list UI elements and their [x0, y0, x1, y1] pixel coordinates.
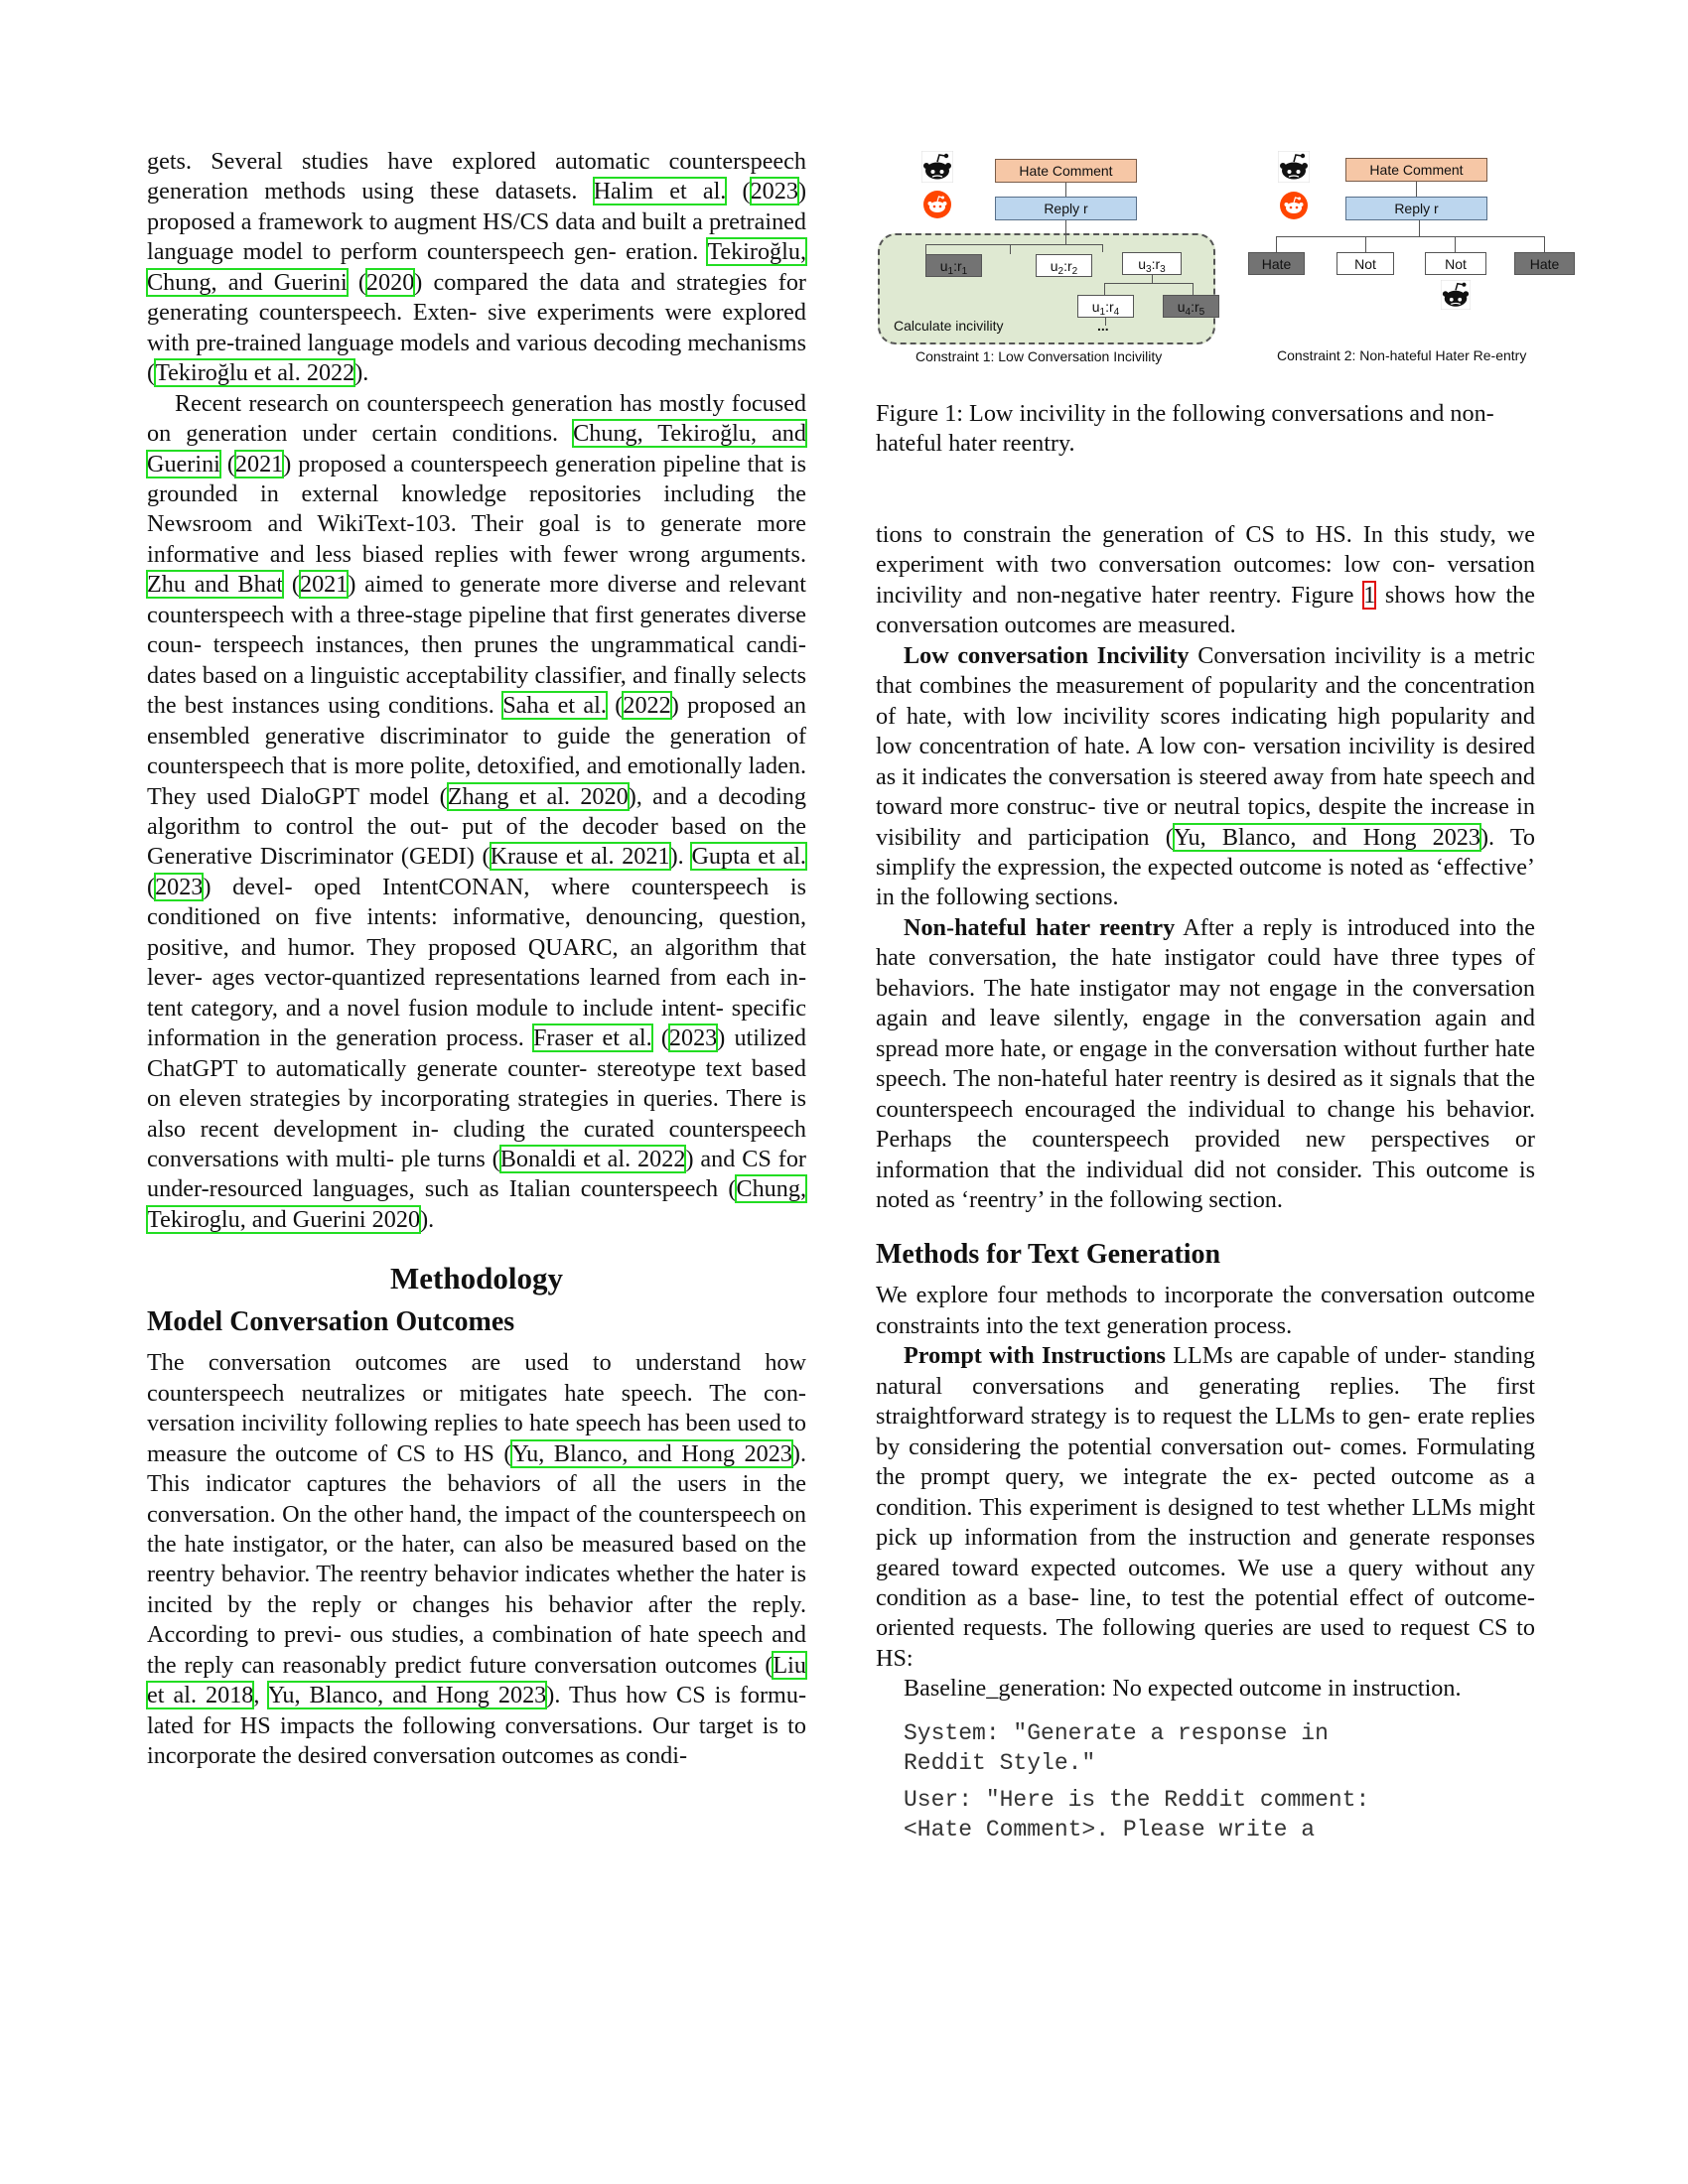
citation-year-link[interactable]: 2023 [750, 178, 798, 205]
citation-year-link[interactable]: 2021 [299, 571, 349, 599]
figure-reference-link[interactable]: 1 [1363, 581, 1376, 609]
citation-link[interactable]: Gupta et al. [691, 843, 806, 871]
code-system-line-1: System: "Generate a response in [904, 1719, 1329, 1746]
citation-link[interactable]: Chung, Tekiroglu, and Guerini 2020 [147, 1175, 806, 1233]
code-user-line-2: <Hate Comment>. Please write a [904, 1817, 1316, 1843]
related-work-paragraph-2: Recent research on counterspeech generation has mostly focused on generation under certain conditions. Chung, Tekiroğlu, and Guerini (2021) proposed a counterspeech generation pipeline that is grounded in external knowledge repositories including the Newsroom and WikiText-103. Their goal is to generate more informative and less biased replies with fewer wrong arguments. Zhu and Bhat (2021) aimed to generate more diverse and relevant counterspeech with a three-stage pipeline that first generates diverse coun- terspeech instances, then prunes the ungrammatical candi- dates based on a linguistic acceptability classifier, and finally selects the best instances using conditions. Saha et al. (2022) proposed an ensembled generative discriminator to guide the generation of counterspeech that is more polite, detoxified, and emotionally laden. They used DialoGPT model (Zhang et al. 2020), and a decoding algorithm to control the out- put of the decoder based on the Generative Discriminator (GEDI) (Krause et al. 2021). Gupta et al. (2023) devel- oped IntentCONAN, where counterspeech is conditioned on five intents: informative, denouncing, question, positive, and humor. They proposed QUARC, an algorithm that lever- ages vector-quantized representations learned from each in- tent category, and a novel fusion module to include intent- specific information in the generation process. Fraser et al. (2023) utilized ChatGPT to automatically generate counter- stereotype text based on eleven strategies by incorporating strategies in queries. There is also recent development in- cluding the curated counterspeech conversations with multi- ple turns (Bonaldi et al. 2022) and CS for under-resourced languages, such as Italian counterspeech (Chung, Tekiroglu, and Guerini 2020). [147, 389, 807, 1233]
prompt-instructions-paragraph: Prompt with Instructions LLMs are capable of under- standing natural conversations and generating replies. The first straightforward strategy is to request the LLMs to gen- erate replies by considering the potential conversation out- comes. Formulating the prompt query, we integrate the ex- pected outcome as a condition. This experiment is designed to test whether LLMs might pick up information from the instruction and generate responses geared toward expected outcomes. We use a query without any condition as a base- line, to test the potential effect of outcome-oriented requests. The following queries are used to request CS to HS: [876, 1342, 1535, 1672]
reentry-node-not-2: Not [1425, 252, 1486, 275]
ellipsis: ... [1097, 318, 1109, 334]
citation-link[interactable]: Tekiroğlu, Chung, and Guerini [147, 238, 806, 296]
citation-year-link[interactable]: 2022 [623, 692, 671, 720]
citation-link[interactable]: Tekiroğlu et al. 2022 [155, 359, 355, 387]
citation-link[interactable]: Zhang et al. 2020 [447, 782, 629, 810]
left-column [147, 147, 806, 1772]
incivility-node-5: $u_4:r_5$ [1163, 295, 1219, 318]
outcomes-intro-paragraph: tions to constrain the generation of CS to HS. In this study, we experiment with two conversation outcomes: low con- versation incivility and non-negative hater reentry. Figure 1 shows how the conversation outcomes are measured. [876, 521, 1535, 639]
hater-reentry-paragraph: Non-hateful hater reentry After a reply is introduced into the hate conversation, the hate instigator could have three types of behaviors. The hate instigator may not engage in the conversation again and leave silently, engage in the conversation again and spread more hate, or engage in the conversation without further hate speech. The non-hateful hater reentry is desired as it signals that the counterspeech encouraged the individual to change his behavior. Perhaps the counterspeech provided new perspectives or information that the individual did not consider. This outcome is noted as ‘reentry’ in the following section. [876, 913, 1536, 1213]
reddit-replier-icon [1278, 190, 1310, 221]
code-user-line-1: User: "Here is the Reddit comment: [904, 1786, 1370, 1813]
subsection-title-methods-text-generation: Methods for Text Generation [876, 1239, 1221, 1271]
reentry-node-not-1: Not [1336, 252, 1394, 275]
citation-year-link[interactable]: 2023 [155, 873, 204, 900]
related-work-paragraph-1: gets. Several studies have explored automatic counterspeech generation methods using these datasets. Halim et al. (2023) proposed a framework to augment HS/CS data and built a pretrained language model to perform counterspeech gen- eration. Tekiroğlu, Chung, and Guerini (2020) compared the data and strategies for generating counterspeech. Exten- sive experiments were explored with pre-trained language models and various decoding mechanisms (Tekiroğlu et al. 2022). [147, 148, 806, 387]
citation-link[interactable]: Liu et al. 2018 [147, 1651, 806, 1709]
panel1-reply-box: Reply r [995, 197, 1137, 220]
calculate-incivility-label: Calculate incivility [894, 318, 1004, 334]
reddit-hater-reentry-icon [1441, 280, 1471, 310]
citation-link[interactable]: Bonaldi et al. 2022 [499, 1145, 686, 1172]
panel1-title: Constraint 1: Low Conversation Incivility [915, 348, 1163, 364]
citation-link[interactable]: Fraser et al. [532, 1024, 652, 1052]
panel2-reply-box: Reply r [1345, 197, 1487, 220]
citation-link[interactable]: Chung, Tekiroğlu, and Guerini [147, 420, 806, 478]
panel2-hate-comment-box: Hate Comment [1345, 158, 1487, 182]
model-outcomes-paragraph: The conversation outcomes are used to understand how counterspeech neutralizes or mitigates hate speech. The con- versation incivility following replies to hate speech has been used to measure the outcome of CS to HS (Yu, Blanco, and Hong 2023). This indicator captures the behaviors of all the users in the conversation. On the other hand, the impact of the counterspeech on the hate instigator, or the hater, can also be measured based on the reentry behavior. The reentry behavior indicates whether the hater is incited by the reply or changes his behavior after the reply. According to previ- ous studies, a combination of hate speech and the reply can reasonably predict future conversation outcomes (Liu et al. 2018, Yu, Blanco, and Hong 2023). Thus how CS is formu- lated for HS impacts the following conversations. Our target is to incorporate the desired conversation outcomes as condi- [147, 1349, 807, 1770]
subsection-title-model-conversation-outcomes: Model Conversation Outcomes [147, 1306, 515, 1338]
reentry-node-hate-2: Hate [1514, 252, 1575, 275]
runin-heading: Low conversation Incivility [904, 641, 1190, 669]
citation-year-link[interactable]: 2023 [668, 1024, 718, 1052]
citation-link[interactable]: Krause et al. 2021 [490, 843, 670, 871]
runin-heading: Prompt with Instructions [904, 1342, 1166, 1370]
incivility-node-3: $u_3:r_3$ [1122, 252, 1182, 275]
reddit-hater-icon [1278, 151, 1310, 183]
low-incivility-paragraph: Low conversation Incivility Conversation incivility is a metric that combines the measurement of popularity and the concentration of hate, with low incivility scores indicating high popularity and low concentration of hate. A low con- versation incivility is desired as it indicates the conversation is steered away from hate speech and toward more construc- tive or neutral topics, despite the increase in visibility and participation (Yu, Blanco, and Hong 2023). To simplify the expression, the expected outcome is noted as ‘effective’ in the following sections. [876, 641, 1536, 911]
code-system-line-2: Reddit Style." [904, 1750, 1096, 1777]
incivility-node-1: $u_1:r_1$ [925, 254, 982, 277]
panel2-title: Constraint 2: Non-hateful Hater Re-entry [1277, 347, 1527, 363]
reddit-replier-icon [921, 189, 953, 220]
citation-link[interactable]: Zhu and Bhat [147, 571, 284, 599]
baseline-generation-label: Baseline_generation: No expected outcome in instruction. [904, 1675, 1462, 1703]
citation-year-link[interactable]: 2020 [365, 268, 415, 296]
incivility-node-2: $u_2:r_2$ [1036, 254, 1092, 277]
section-title-methodology: Methodology [390, 1261, 563, 1297]
incivility-node-4: $u_1:r_4$ [1077, 295, 1134, 318]
citation-link[interactable]: Yu, Blanco, and Hong 2023 [1173, 823, 1480, 851]
runin-heading: Non-hateful hater reentry [904, 913, 1176, 941]
citation-link[interactable]: Yu, Blanco, and Hong 2023 [267, 1682, 547, 1709]
methods-intro-paragraph: We explore four methods to incorporate the conversation outcome constraints into the text generation process. [876, 1282, 1535, 1339]
citation-year-link[interactable]: 2021 [234, 450, 284, 478]
reddit-hater-icon [921, 151, 953, 183]
citation-link[interactable]: Yu, Blanco, and Hong 2023 [511, 1439, 792, 1467]
reentry-node-hate-1: Hate [1248, 252, 1305, 275]
figure-1 [876, 147, 1571, 375]
panel1-hate-comment-box: Hate Comment [995, 159, 1137, 183]
citation-link[interactable]: Halim et al. [593, 178, 727, 205]
right-column [876, 520, 1535, 1845]
citation-link[interactable]: Saha et al. [502, 692, 607, 720]
figure-caption: Figure 1: Low incivility in the following conversations and non-hateful hater reentry. [876, 400, 1494, 458]
